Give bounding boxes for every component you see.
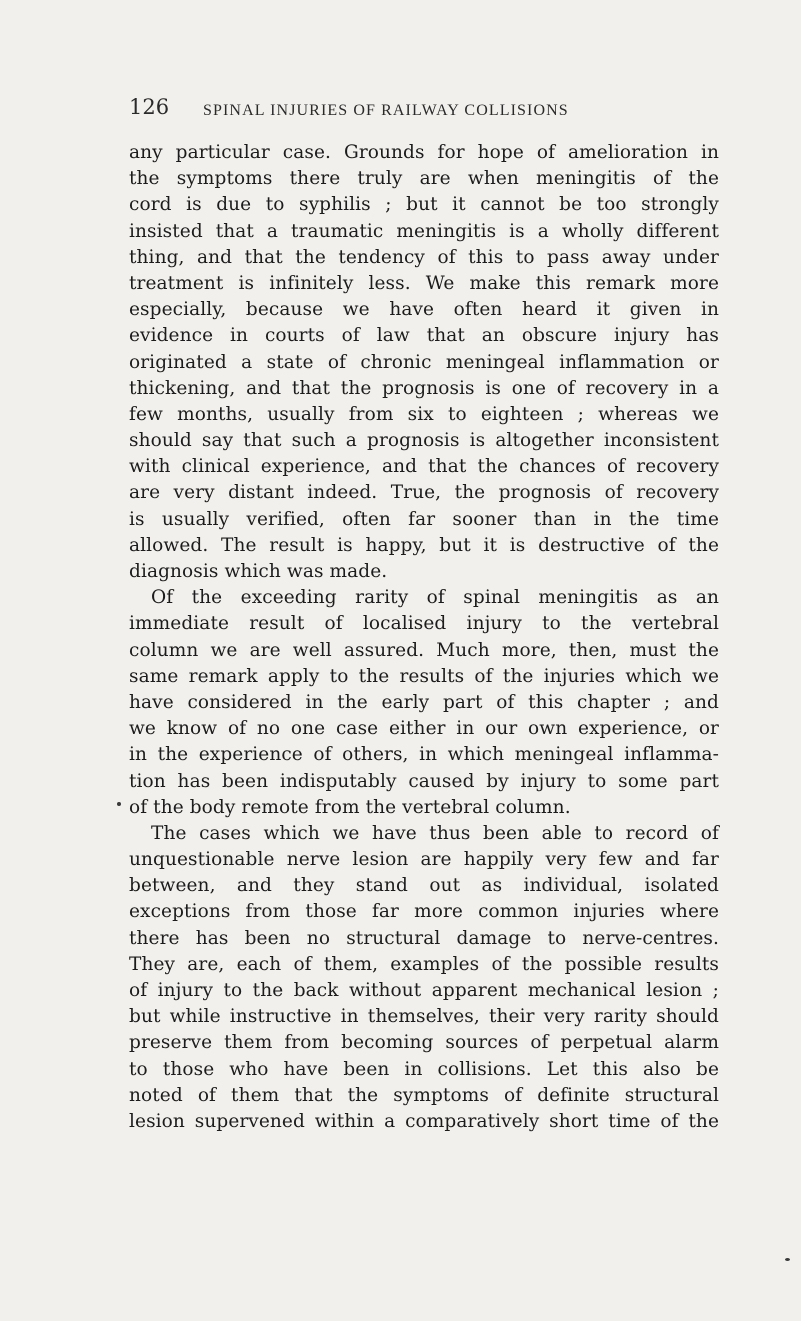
text-line: same remark apply to the results of the injuries which we: [129, 665, 719, 687]
text-line: few months, usually from six to eighteen ; whereas we: [129, 403, 719, 425]
text-line: with clinical experience, and that the chances of recovery: [129, 456, 719, 478]
text-line: preserve them from becoming sources of perpetual alarm: [129, 1032, 719, 1054]
page-number: 126: [129, 95, 170, 119]
margin-mark: [117, 802, 121, 806]
text-line: originated a state of chronic meningeal inflammation or: [129, 351, 719, 373]
text-line: exceptions from those far more common injuries where: [129, 901, 719, 923]
text-line: there has been no structural damage to nerve-centres.: [129, 927, 719, 949]
text-line: Of the exceeding rarity of spinal meningitis as an: [151, 587, 719, 609]
text-line: but while instructive in themselves, their very rarity should: [129, 1006, 719, 1028]
text-line: They are, each of them, examples of the possible results: [129, 953, 719, 975]
text-line: immediate result of localised injury to the vertebral: [129, 613, 719, 635]
running-head: SPINAL INJURIES OF RAILWAY COLLISIONS: [203, 102, 569, 119]
text-line: we know of no one case either in our own experience, or: [129, 718, 719, 740]
text-line: evidence in courts of law that an obscure injury has: [129, 325, 719, 347]
text-line: unquestionable nerve lesion are happily very few and far: [129, 849, 719, 871]
text-line: especially, because we have often heard it given in: [129, 299, 719, 321]
text-line: column we are well assured. Much more, then, must the: [129, 639, 719, 661]
text-line: any particular case. Grounds for hope of amelioration in: [129, 142, 719, 163]
text-line: cord is due to syphilis ; but it cannot be too strongly: [129, 194, 719, 216]
margin-mark: [785, 1258, 790, 1261]
page-header: [129, 95, 729, 135]
text-line: tion has been indisputably caused by injury to some part: [129, 770, 719, 792]
text-line: diagnosis which was made.: [129, 561, 388, 582]
text-line: in the experience of others, in which meningeal inflamma-: [129, 744, 719, 766]
text-line: are very distant indeed. True, the prognosis of recovery: [129, 482, 719, 504]
text-line: allowed. The result is happy, but it is destructive of the: [129, 534, 719, 556]
text-line: The cases which we have thus been able to record of: [151, 822, 719, 844]
text-line: between, and they stand out as individual, isolated: [129, 875, 719, 897]
body-text: [129, 140, 719, 1135]
text-line: have considered in the early part of this chapter ; and: [129, 691, 719, 713]
text-line: of injury to the back without apparent mechanical lesion ;: [129, 980, 719, 1001]
text-line: to those who have been in collisions. Let this also be: [129, 1058, 719, 1080]
text-line: thickening, and that the prognosis is one of recovery in a: [129, 377, 719, 399]
text-line: of the body remote from the vertebral column.: [129, 796, 571, 818]
text-line: treatment is infinitely less. We make this remark more: [129, 272, 719, 294]
text-line: lesion supervened within a comparatively short time of the: [129, 1110, 719, 1132]
text-line: is usually verified, often far sooner than in the time: [129, 508, 719, 530]
text-line: noted of them that the symptoms of definite structural: [129, 1084, 719, 1106]
text-line: should say that such a prognosis is altogether inconsistent: [129, 430, 719, 452]
text-line: thing, and that the tendency of this to pass away under: [129, 246, 719, 268]
text-line: the symptoms there truly are when meningitis of the: [129, 168, 719, 190]
text-line: insisted that a traumatic meningitis is a wholly different: [129, 220, 719, 242]
